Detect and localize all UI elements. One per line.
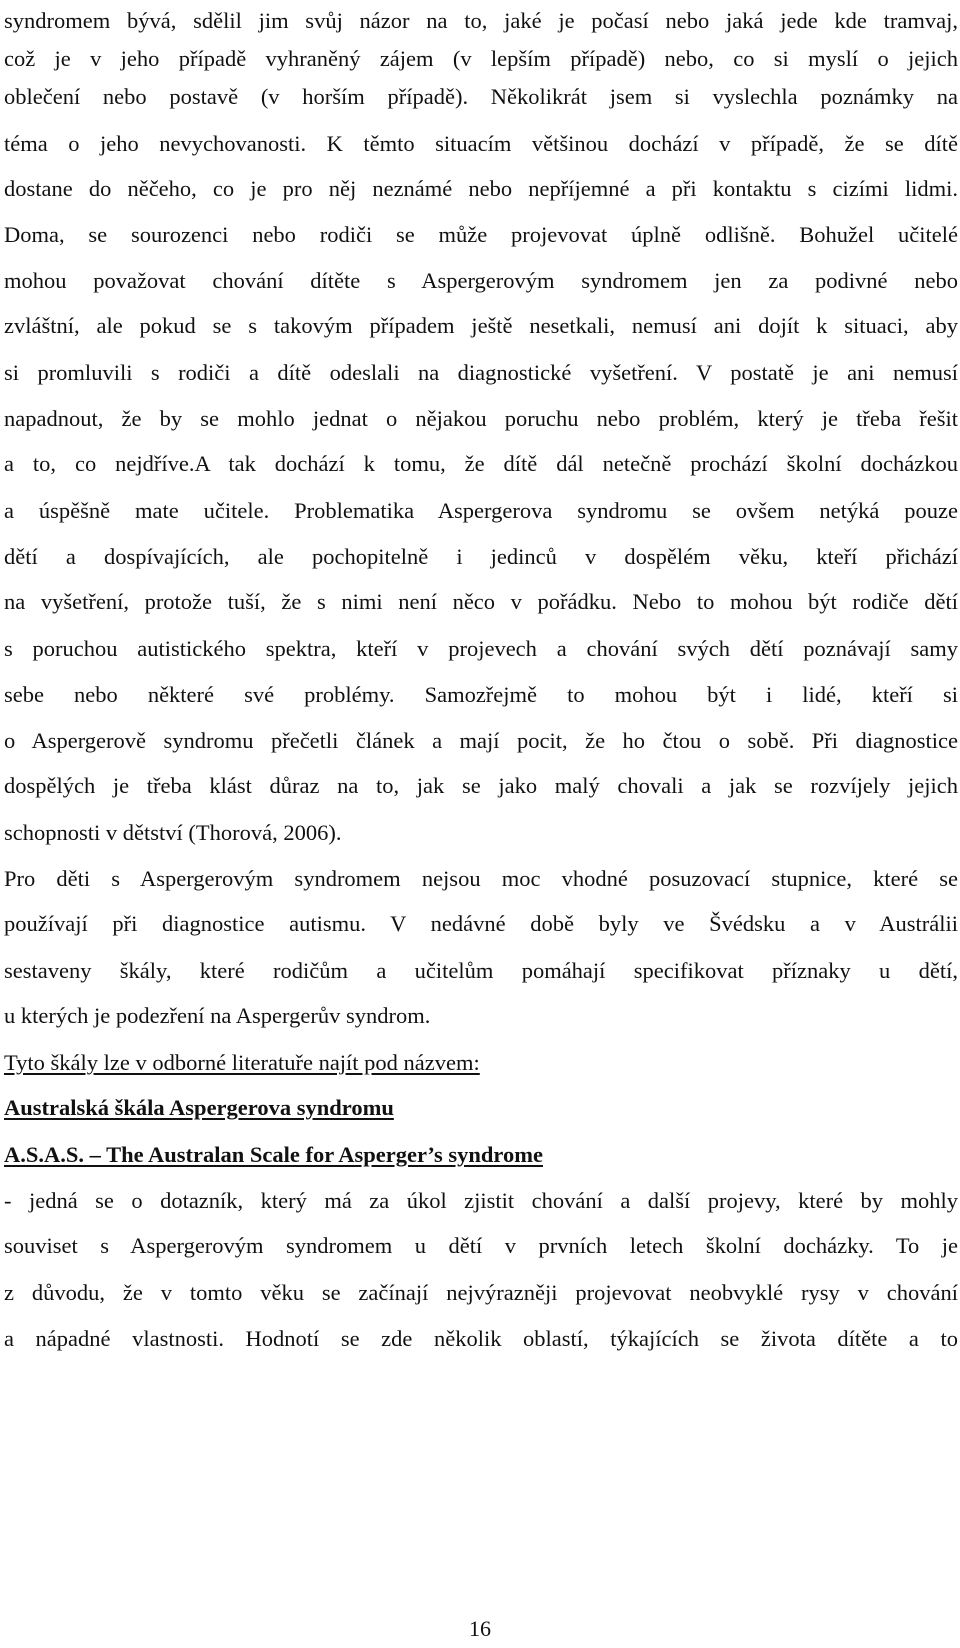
text-line: Pro děti s Aspergerovým syndromem nejsou moc vhodné posuzovací stupnice, které se <box>4 866 958 891</box>
text-line: schopnosti v dětství (Thorová, 2006). <box>4 820 342 845</box>
text-line: téma o jeho nevychovanosti. K těmto situacím většinou dochází v případě, že se dítě <box>4 131 958 156</box>
text-line: což je v jeho případě vyhraněný zájem (v lepším případě) nebo, co si myslí o jejich <box>4 46 958 71</box>
text-line: sebe nebo některé své problémy. Samozřejmě to mohou být i lidé, kteří si <box>4 682 958 707</box>
text-line: dětí a dospívajících, ale pochopitelně i jedinců v dospělém věku, kteří přichází <box>4 544 958 569</box>
text-line: si promluvili s rodiči a dítě odeslali na diagnostické vyšetření. V postatě je ani nemusí <box>4 360 958 385</box>
page-number: 16 <box>469 1616 491 1641</box>
text-line: u kterých je podezření na Aspergerův syndrom. <box>4 1003 431 1028</box>
text-line: napadnout, že by se mohlo jednat o nějakou poruchu nebo problém, který je třeba řešit <box>4 406 958 431</box>
text-line: o Aspergerově syndromu přečetli článek a mají pocit, že ho čtou o sobě. Při diagnostice <box>4 728 958 753</box>
text-line: zvláštní, ale pokud se s takovým případem ještě nesetkali, nemusí ani dojít k situaci, aby <box>4 313 958 338</box>
text-line: dospělých je třeba klást důraz na to, jak se jako malý chovali a jak se rozvíjely jejich <box>4 773 958 798</box>
scale-title: Australská škála Aspergerova syndromu <box>4 1095 394 1120</box>
text-line: oblečení nebo postavě (v horším případě). Několikrát jsem si vyslechla poznámky na <box>4 84 958 109</box>
text-line: mohou považovat chování dítěte s Aspergerovým syndromem jen za podivné nebo <box>4 268 958 293</box>
text-line: syndromem bývá, sdělil jim svůj názor na to, jaké je počasí nebo jaká jede kde tramvaj, <box>4 8 958 33</box>
text-line: - jedná se o dotazník, který má za úkol zjistit chování a další projevy, které by mohly <box>4 1188 958 1213</box>
text-line: na vyšetření, protože tuší, že s nimi není něco v pořádku. Nebo to mohou být rodiče dětí <box>4 589 958 614</box>
text-line: dostane do něčeho, co je pro něj neznámé nebo nepříjemné a při kontaktu s cizími lidmi. <box>4 176 958 201</box>
text-line: sestaveny škály, které rodičům a učitelům pomáhají specifikovat příznaky u dětí, <box>4 958 958 983</box>
document-page <box>4 0 958 1648</box>
text-line: používají při diagnostice autismu. V nedávné době byly ve Švédsku a v Austrálii <box>4 911 958 936</box>
text-line: Doma, se sourozenci nebo rodiči se může projevovat úplně odlišně. Bohužel učitelé <box>4 222 958 247</box>
text-line: a to, co nejdříve.A tak dochází k tomu, že dítě dál netečně prochází školní docházkou <box>4 451 958 476</box>
scales-intro-heading: Tyto škály lze v odborné literatuře najít pod názvem: <box>4 1050 480 1075</box>
text-line: souviset s Aspergerovým syndromem u dětí v prvních letech školní docházky. To je <box>4 1233 958 1258</box>
text-line: z důvodu, že v tomto věku se začínají nejvýrazněji projevovat neobvyklé rysy v chování <box>4 1280 958 1305</box>
scale-subtitle: A.S.A.S. – The Australan Scale for Asperger’s syndrome <box>4 1142 543 1167</box>
text-line: s poruchou autistického spektra, kteří v projevech a chování svých dětí poznávají samy <box>4 636 958 661</box>
text-line: a úspěšně mate učitele. Problematika Aspergerova syndromu se ovšem netýká pouze <box>4 498 958 523</box>
text-line: a nápadné vlastnosti. Hodnotí se zde několik oblastí, týkajících se života dítěte a to <box>4 1326 958 1351</box>
